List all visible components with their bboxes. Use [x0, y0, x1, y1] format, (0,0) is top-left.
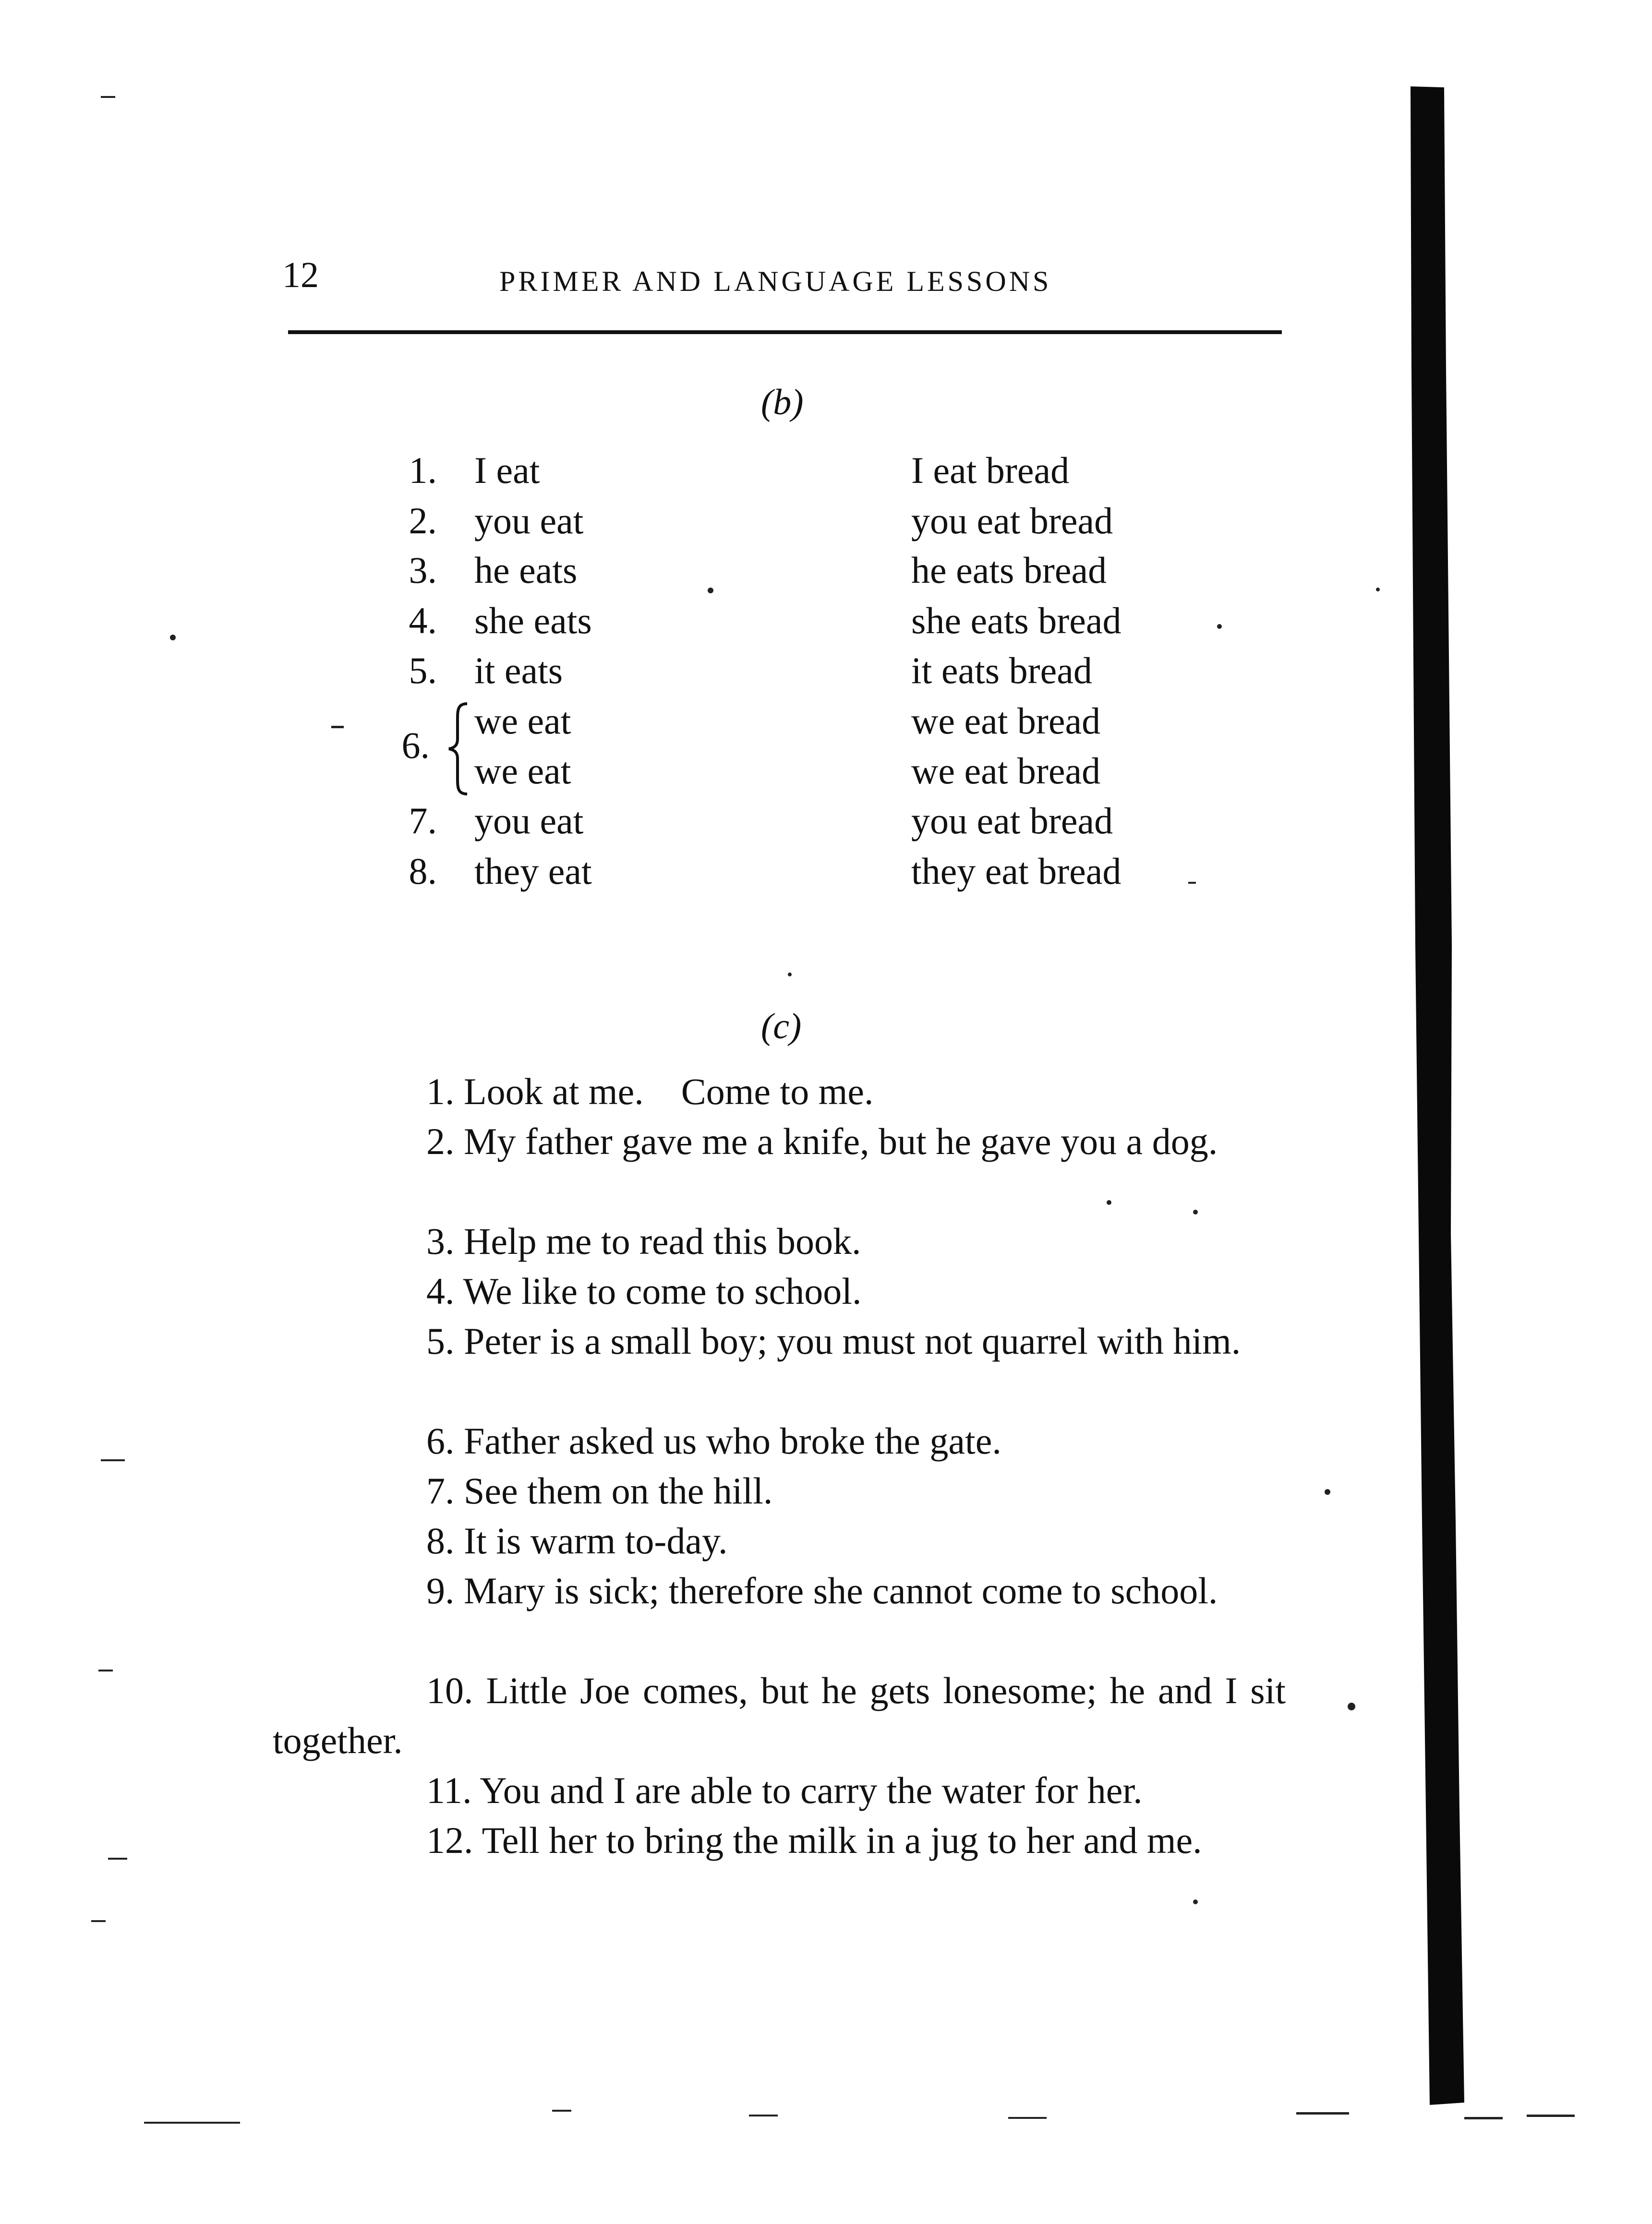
- sentence-text: It is warm to-day.: [464, 1520, 728, 1562]
- conj-row-pronoun-verb: he eats: [474, 549, 578, 591]
- conj-row-number: 1.: [409, 449, 437, 491]
- sentence-text: Look at me. Come to me.: [464, 1070, 874, 1112]
- section-label-c: (c): [761, 1006, 802, 1046]
- running-title: PRIMER AND LANGUAGE LESSONS: [499, 265, 1052, 297]
- conj-row-number: 4.: [409, 600, 437, 641]
- sentence-text: You and I are able to carry the water for her.: [480, 1769, 1143, 1811]
- sentence-text: Peter is a small boy; you must not quarrel with him.: [464, 1320, 1241, 1362]
- conj-row-sentence: she eats bread: [911, 600, 1121, 641]
- conj-row-sentence: we eat bread: [911, 700, 1101, 742]
- conj-row-pronoun-verb: it eats: [474, 649, 563, 691]
- sentence-number: 4.: [426, 1270, 455, 1312]
- conj-row-sentence: you eat bread: [911, 500, 1113, 541]
- sentence-number: 2.: [426, 1120, 455, 1162]
- sentence-text: See them on the hill.: [464, 1470, 773, 1512]
- sentence-number: 6.: [426, 1420, 455, 1462]
- conj-row-number: 7.: [409, 800, 437, 842]
- conj-row-pronoun-verb: we eat: [474, 700, 571, 742]
- page-number: 12: [282, 255, 319, 295]
- sentence-text: We like to come to school.: [463, 1270, 862, 1312]
- sentence-number: 3.: [426, 1220, 455, 1262]
- section-label-b: (b): [761, 382, 804, 422]
- conj-row-sentence: he eats bread: [911, 549, 1107, 591]
- sentence-text: My father gave me a knife, but he gave you a dog.: [464, 1120, 1218, 1162]
- conj-row-pronoun-verb: you eat: [474, 500, 584, 541]
- conj-row-number: 3.: [409, 549, 437, 591]
- conj-row-pronoun-verb: I eat: [474, 449, 540, 491]
- sentence-text: Help me to read this book.: [464, 1220, 861, 1262]
- sentence-number: 10.: [426, 1670, 473, 1711]
- sentence-text: Father asked us who broke the gate.: [464, 1420, 1001, 1462]
- conj-row-pronoun-verb: we eat: [474, 750, 571, 792]
- conj-row-number: 5.: [409, 649, 437, 691]
- sentence-text: Mary is sick; therefore she cannot come to school.: [464, 1570, 1218, 1611]
- sentence-number: 5.: [426, 1320, 455, 1362]
- conj-row-sentence: you eat bread: [911, 800, 1113, 842]
- conj-row-number: 8.: [409, 850, 437, 892]
- conj-row-pronoun-verb: you eat: [474, 800, 584, 842]
- sentence-number: 1.: [426, 1070, 455, 1112]
- sentence-number: 11.: [426, 1769, 472, 1811]
- sentence-number: 12.: [426, 1819, 473, 1861]
- sentence-number: 8.: [426, 1520, 455, 1562]
- conj-row-sentence: they eat bread: [911, 850, 1121, 892]
- conj-row-number: 6.: [401, 724, 430, 766]
- conj-row-number: 2.: [409, 500, 437, 541]
- conj-row-sentence: we eat bread: [911, 750, 1101, 792]
- conj-row-sentence: it eats bread: [911, 649, 1092, 691]
- sentence-number: 9.: [426, 1570, 455, 1611]
- conj-row-sentence: I eat bread: [911, 449, 1070, 491]
- sentence-text: Little Joe comes, but he gets lonesome; he and I sit together.: [273, 1670, 1286, 1761]
- conj-row-pronoun-verb: they eat: [474, 850, 592, 892]
- conj-row-pronoun-verb: she eats: [474, 600, 592, 641]
- sentence-text: Tell her to bring the milk in a jug to her and me.: [482, 1819, 1202, 1861]
- sentence-number: 7.: [426, 1470, 455, 1512]
